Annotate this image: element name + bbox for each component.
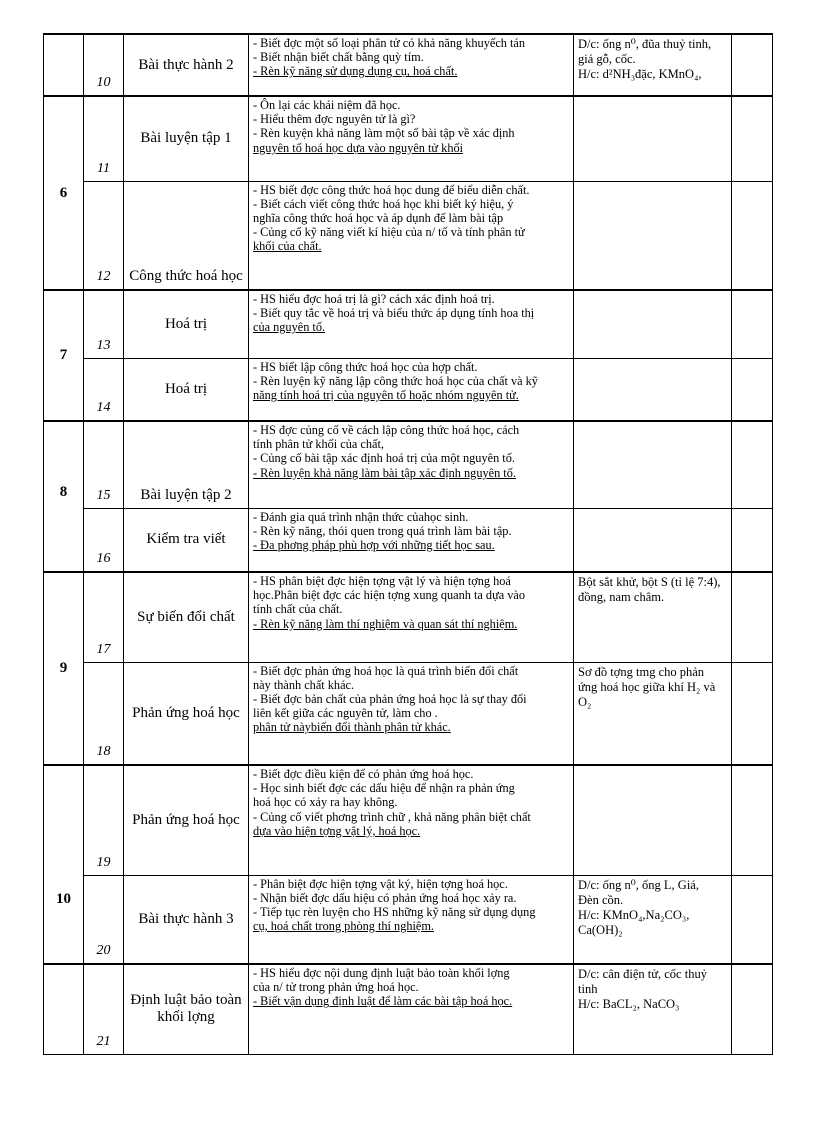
materials-cell bbox=[574, 96, 732, 181]
table-row bbox=[44, 662, 773, 765]
lesson-number: 14 bbox=[84, 358, 124, 421]
week-cell: 10 bbox=[44, 765, 84, 964]
objective-line: - HS hiểu đợc hoá trị là gì? cách xác định hoá trị. bbox=[253, 292, 495, 306]
objective-line: - Ôn lại các khái niệm đã học. bbox=[253, 98, 401, 112]
objective-line: - Rèn luyện khả năng làm bài tập xác định nguyên tố. bbox=[253, 465, 516, 480]
material-line: giá gỗ, cốc. bbox=[578, 52, 636, 66]
lesson-number: 12 bbox=[84, 181, 124, 290]
objectives-cell bbox=[249, 421, 574, 508]
week-cell: 8 bbox=[44, 421, 84, 572]
objective-line: - Biết đợc bản chất của phản ứng hoá học là sự thay đổi bbox=[253, 691, 527, 706]
materials-cell bbox=[574, 181, 732, 290]
objective-line: - HS biết lập công thức hoá học của hợp chất. bbox=[253, 359, 478, 374]
objectives-cell bbox=[249, 572, 574, 662]
objective-line: - Biết đợc phản ứng hoá học là quá trình biến đổi chất bbox=[253, 663, 519, 678]
materials-cell bbox=[574, 290, 732, 358]
objectives-cell bbox=[249, 181, 574, 290]
lesson-number: 21 bbox=[84, 964, 124, 1054]
objective-line: - Nhận biết đợc dấu hiệu có phản ứng hoá học xảy ra. bbox=[253, 890, 517, 905]
objective-line: - Rèn kỹ năng, thói quen trong quá trình làm bài tập. bbox=[253, 523, 512, 538]
objective-line: - Củng cố viết phơng trình chữ , khả năng phân biệt chất bbox=[253, 809, 531, 824]
objective-line: khối của chất. bbox=[253, 239, 322, 254]
objectives-cell bbox=[249, 662, 574, 765]
lesson-number: 15 bbox=[84, 421, 124, 508]
material-line: Đèn cồn. bbox=[578, 892, 624, 907]
material-line: đồng, nam châm. bbox=[578, 590, 665, 604]
objective-line: phân tử nàybiến đổi thành phân tử khác. bbox=[253, 720, 451, 735]
lesson-title: Kiểm tra viết bbox=[124, 508, 249, 572]
lesson-number: 10 bbox=[84, 34, 124, 96]
materials-cell bbox=[574, 358, 732, 421]
lesson-title: Bài luyện tập 1 bbox=[124, 96, 249, 181]
objective-line: - Rèn luyện kỹ năng lập công thức hoá học của chất và kỹ bbox=[253, 373, 538, 388]
material-line: D/c: ống n⁰, đũa thuỷ tinh, bbox=[578, 37, 712, 51]
notes-cell bbox=[732, 572, 773, 662]
table-row bbox=[44, 358, 773, 421]
objective-line: - Biết vận dụng định luật để làm các bài tập hoá học. bbox=[253, 994, 513, 1009]
table-row bbox=[44, 508, 773, 572]
objective-line: - Biết cách viết công thức hoá học khi biết ký hiệu, ý bbox=[253, 196, 514, 211]
lesson-title: Công thức hoá học bbox=[124, 181, 249, 290]
objective-line: - Đa phơng pháp phù hợp với những tiết học sau. bbox=[253, 537, 495, 552]
material-line: Ca(OH)₂ bbox=[578, 922, 623, 937]
objective-line: - Biết đợc một số loại phân tử có khả năng khuyếch tán bbox=[253, 36, 526, 50]
objective-line: - Đánh gia quá trình nhận thức củahọc sinh. bbox=[253, 509, 469, 524]
lesson-number: 11 bbox=[84, 96, 124, 181]
objective-line: dựa vào hiện tợng vật lý, hoá học. bbox=[253, 823, 421, 838]
material-line: Sơ đồ tợng tmg cho phản bbox=[578, 664, 705, 679]
objective-line: - Củng cố bài tập xác định hoá trị của một nguyên tố. bbox=[253, 451, 515, 466]
objective-line: - HS đợc củng cố về cách lập công thức hoá học, cách bbox=[253, 423, 520, 437]
materials-cell bbox=[574, 875, 732, 964]
table-row bbox=[44, 765, 773, 875]
table-row bbox=[44, 572, 773, 662]
materials-cell bbox=[574, 421, 732, 508]
objective-line: - Hiểu thêm đợc nguyên tử là gì? bbox=[253, 112, 416, 127]
objective-line: - Biết nhận biết chất bằng quỳ tím. bbox=[253, 50, 424, 65]
lesson-number: 19 bbox=[84, 765, 124, 875]
objective-line: năng tính hoá trị của nguyên tố hoặc nhóm nguyên tử. bbox=[253, 387, 519, 402]
material-line: H/c: BaCL₂, NaCO₃ bbox=[578, 997, 680, 1011]
lesson-plan-table bbox=[43, 33, 773, 1055]
notes-cell bbox=[732, 765, 773, 875]
objective-line: này thành chất khác. bbox=[253, 677, 355, 692]
notes-cell bbox=[732, 964, 773, 1054]
materials-cell bbox=[574, 508, 732, 572]
lesson-title: Phản ứng hoá học bbox=[124, 662, 249, 765]
materials-cell bbox=[574, 662, 732, 765]
objective-line: - Biết quy tắc về hoá trị và biểu thức áp dụng tính hoa thị bbox=[253, 306, 535, 321]
objective-line: cụ, hoá chất trong phòng thí nghiệm. bbox=[253, 919, 435, 934]
table-row bbox=[44, 964, 773, 1054]
objectives-cell bbox=[249, 765, 574, 875]
material-line: H/c: d²NH₃đặc, KMnO₄, bbox=[578, 67, 702, 81]
objectives-cell bbox=[249, 358, 574, 421]
objectives-cell bbox=[249, 508, 574, 572]
material-line: D/c: cân điện tử, cốc thuỷ bbox=[578, 967, 707, 981]
week-cell: 9 bbox=[44, 572, 84, 765]
objective-line: của nguyên tố. bbox=[253, 320, 326, 335]
material-line: ứng hoá học giữa khí H₂ và bbox=[578, 679, 716, 694]
objective-line: - HS hiểu đợc nội dung định luật bảo toàn khối lợng bbox=[253, 966, 510, 980]
objective-line: của n/ tử trong phản ứng hoá học. bbox=[253, 980, 419, 995]
materials-cell bbox=[574, 964, 732, 1054]
material-line: D/c: ống n⁰, ống L, Giá, bbox=[578, 877, 699, 892]
objective-line: - Phân biệt đợc hiện tợng vật ký, hiện tợng hoá học. bbox=[253, 876, 508, 891]
notes-cell bbox=[732, 181, 773, 290]
notes-cell bbox=[732, 508, 773, 572]
objective-line: tính phân tử khối của chất, bbox=[253, 437, 384, 452]
lesson-number: 16 bbox=[84, 508, 124, 572]
objective-line: tính chất của chất. bbox=[253, 602, 343, 617]
table-row bbox=[44, 34, 773, 96]
notes-cell bbox=[732, 421, 773, 508]
lesson-title: Sự biến đổi chất bbox=[124, 572, 249, 662]
objective-line: - HS biết đợc công thức hoá học dung để biểu diễn chất. bbox=[253, 182, 530, 197]
objective-line: - Rèn kỹ năng làm thí nghiệm và quan sát thí nghiệm. bbox=[253, 616, 518, 631]
lesson-title: Hoá trị bbox=[124, 358, 249, 421]
table-row bbox=[44, 421, 773, 508]
objectives-cell bbox=[249, 96, 574, 181]
table-row bbox=[44, 181, 773, 290]
material-line: O₂ bbox=[578, 694, 592, 709]
objective-line: - HS phân biệt đợc hiện tợng vật lý và hiện tợng hoá bbox=[253, 574, 511, 588]
lesson-number: 20 bbox=[84, 875, 124, 964]
objective-line: - Tiếp tục rèn luyện cho HS những kỹ năng sử dụng dụng bbox=[253, 904, 536, 919]
objective-line: - Rèn kỹ năng sử dụng dụng cụ, hoá chất. bbox=[253, 64, 458, 79]
objective-line: - Rèn kuyện khả năng làm một số bài tập về xác định bbox=[253, 126, 515, 141]
week-cell bbox=[44, 34, 84, 96]
materials-cell bbox=[574, 765, 732, 875]
material-line: H/c: KMnO₄,Na₂CO₃, bbox=[578, 907, 690, 922]
notes-cell bbox=[732, 875, 773, 964]
week-cell: 7 bbox=[44, 290, 84, 421]
lesson-title: Bài luyện tập 2 bbox=[124, 421, 249, 508]
objective-line: học.Phân biệt đợc các hiện tợng xung quanh ta dựa vào bbox=[253, 588, 526, 603]
notes-cell bbox=[732, 662, 773, 765]
objective-line: - Học sinh biết đợc các dấu hiệu để nhận ra phản ứng bbox=[253, 781, 515, 796]
lesson-title: Phản ứng hoá học bbox=[124, 765, 249, 875]
table-row bbox=[44, 96, 773, 181]
objectives-cell bbox=[249, 875, 574, 964]
notes-cell bbox=[732, 358, 773, 421]
objective-line: nguyên tố hoá học dựa vào nguyên tử khối bbox=[253, 140, 464, 155]
notes-cell bbox=[732, 34, 773, 96]
notes-cell bbox=[732, 96, 773, 181]
objective-line: - Biết đợc điều kiện để có phản ứng hoá học. bbox=[253, 767, 474, 781]
objective-line: - Củng cố kỹ năng viết kí hiệu của n/ tố và tính phân tử bbox=[253, 225, 525, 240]
objectives-cell bbox=[249, 964, 574, 1054]
objectives-cell bbox=[249, 290, 574, 358]
table-row bbox=[44, 875, 773, 964]
objective-line: nghĩa công thức hoá học và áp dụnh để làm bài tập bbox=[253, 210, 504, 225]
week-cell: 6 bbox=[44, 96, 84, 290]
materials-cell bbox=[574, 34, 732, 96]
week-cell bbox=[44, 964, 84, 1054]
material-line: tinh bbox=[578, 982, 598, 996]
objective-line: hoá học có xảy ra hay không. bbox=[253, 795, 398, 810]
lesson-number: 17 bbox=[84, 572, 124, 662]
lesson-title: Hoá trị bbox=[124, 290, 249, 358]
objective-line: liên kết giữa các nguyên tử, làm cho . bbox=[253, 706, 438, 721]
lesson-number: 13 bbox=[84, 290, 124, 358]
lesson-title: Định luật bảo toàn khối lợng bbox=[124, 964, 249, 1054]
lesson-title: Bài thực hành 3 bbox=[124, 875, 249, 964]
notes-cell bbox=[732, 290, 773, 358]
materials-cell bbox=[574, 572, 732, 662]
material-line: Bột sắt khử, bột S (tỉ lệ 7:4), bbox=[578, 575, 721, 589]
lesson-title: Bài thực hành 2 bbox=[124, 34, 249, 96]
lesson-number: 18 bbox=[84, 662, 124, 765]
table-row bbox=[44, 290, 773, 358]
objectives-cell bbox=[249, 34, 574, 96]
